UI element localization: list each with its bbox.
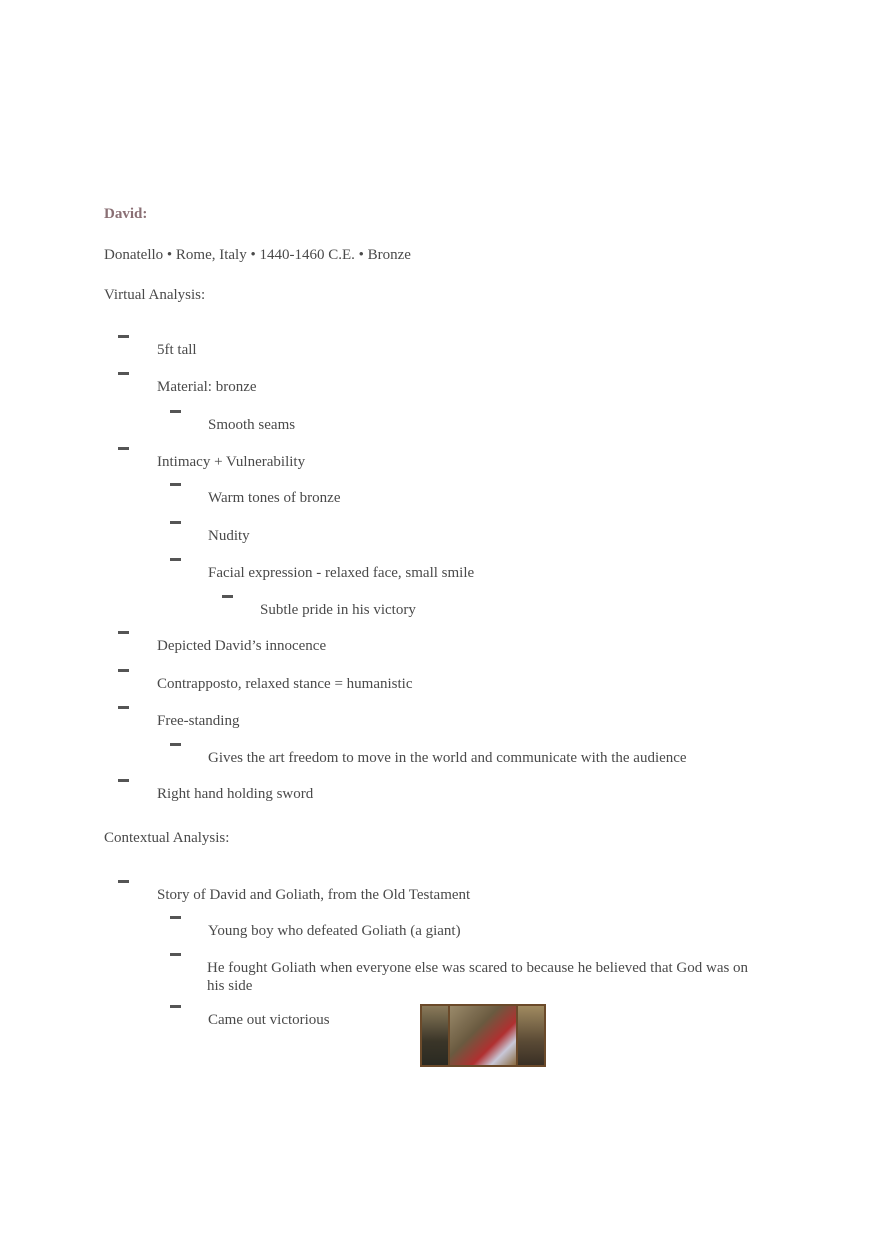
dash-bullet-icon bbox=[222, 595, 233, 598]
dash-bullet-icon bbox=[118, 669, 129, 672]
list-item: Nudity bbox=[208, 528, 250, 544]
dash-bullet-icon bbox=[170, 953, 181, 956]
list-item: 5ft tall bbox=[157, 342, 197, 358]
triptych-painting-image bbox=[420, 1004, 546, 1067]
list-item: Facial expression - relaxed face, small smile bbox=[208, 565, 475, 581]
dash-bullet-icon bbox=[170, 410, 181, 413]
list-item: Story of David and Goliath, from the Old Testament bbox=[157, 887, 471, 903]
list-item: Came out victorious bbox=[208, 1012, 330, 1028]
dash-bullet-icon bbox=[170, 558, 181, 561]
dash-bullet-icon bbox=[118, 631, 129, 634]
dash-bullet-icon bbox=[170, 916, 181, 919]
list-item: Young boy who defeated Goliath (a giant) bbox=[208, 923, 461, 939]
artwork-info: Donatello • Rome, Italy • 1440-1460 C.E. • Bronze bbox=[104, 247, 411, 263]
dash-bullet-icon bbox=[118, 372, 129, 375]
visual-analysis-heading: Virtual Analysis: bbox=[104, 287, 206, 303]
dash-bullet-icon bbox=[170, 521, 181, 524]
list-item: He fought Goliath when everyone else was scared to because he believed that God was on his side bbox=[207, 960, 749, 994]
dash-bullet-icon bbox=[118, 706, 129, 709]
dash-bullet-icon bbox=[170, 743, 181, 746]
dash-bullet-icon bbox=[118, 335, 129, 338]
list-item: Gives the art freedom to move in the world and communicate with the audience bbox=[208, 750, 687, 766]
list-item: Smooth seams bbox=[208, 417, 296, 433]
heading-title: David: bbox=[104, 206, 148, 222]
list-item: Material: bronze bbox=[157, 379, 257, 395]
contextual-analysis-heading: Contextual Analysis: bbox=[104, 830, 230, 846]
list-item: Contrapposto, relaxed stance = humanistic bbox=[157, 676, 413, 692]
dash-bullet-icon bbox=[118, 779, 129, 782]
dash-bullet-icon bbox=[118, 447, 129, 450]
list-item: Intimacy + Vulnerability bbox=[157, 454, 306, 470]
list-item: Subtle pride in his victory bbox=[260, 602, 416, 618]
dash-bullet-icon bbox=[118, 880, 129, 883]
list-item: Right hand holding sword bbox=[157, 786, 314, 802]
dash-bullet-icon bbox=[170, 1005, 181, 1008]
list-item: Depicted David’s innocence bbox=[157, 638, 327, 654]
dash-bullet-icon bbox=[170, 483, 181, 486]
list-item: Warm tones of bronze bbox=[208, 490, 341, 506]
list-item: Free-standing bbox=[157, 713, 240, 729]
